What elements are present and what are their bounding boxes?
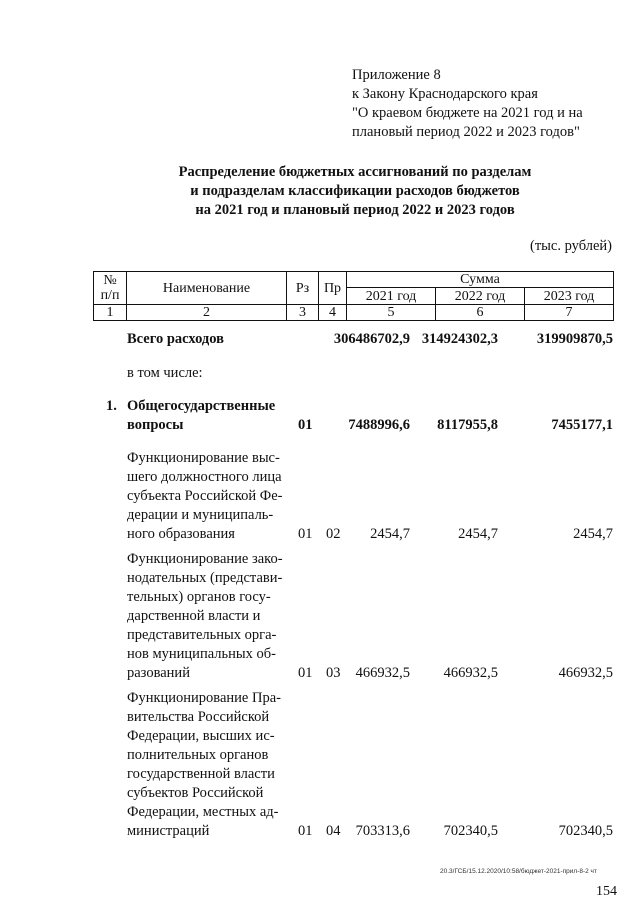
row-rz: 01 (298, 526, 313, 542)
appendix-line: "О краевом бюджете на 2021 год и на (352, 105, 583, 121)
header-name: Наименование (127, 272, 287, 305)
row-pr: 04 (326, 823, 341, 839)
units-label: (тыс. рублей) (530, 238, 612, 254)
appendix-line: к Закону Краснодарского края (352, 86, 538, 102)
value-2023: 7455177,1 (551, 417, 613, 433)
value-2022: 2454,7 (458, 526, 498, 542)
colnum: 4 (319, 305, 347, 321)
colnum: 1 (94, 305, 127, 321)
row-rz: 01 (298, 823, 313, 839)
value-2022: 466932,5 (443, 665, 498, 681)
colnum: 5 (347, 305, 436, 321)
row-number: 1. (106, 398, 117, 414)
value-2023: 466932,5 (558, 665, 613, 681)
colnum: 7 (525, 305, 614, 321)
value-2021: 7488996,6 (348, 417, 410, 433)
colnum: 2 (127, 305, 287, 321)
row-pr: 03 (326, 665, 341, 681)
appendix-line: плановый период 2022 и 2023 годов" (352, 124, 580, 140)
appendix-block (352, 66, 583, 142)
value-2021: 703313,6 (355, 823, 410, 839)
row-rz: 01 (298, 665, 313, 681)
row-name: Функционирование зако- нодательных (представи- тельных) органов госу- дарственной власти и представительных орга- нов муниципальных об- разований (127, 551, 283, 681)
header-sum: Сумма (347, 272, 614, 288)
row-name: Общегосударственные вопросы (127, 398, 276, 433)
table-header (93, 271, 614, 321)
row-pr: 02 (326, 526, 341, 542)
row-rz: 01 (298, 417, 313, 433)
value-2021: 466932,5 (355, 665, 410, 681)
row-name: Функционирование Пра- вительства Российской Федерации, высших ис- полнительных органов государственной власти субъектов Российской Федерации, местных ад- министраций (127, 690, 281, 839)
title-line: Распределение бюджетных ассигнований по разделам (178, 164, 532, 180)
value-2022: 314924302,3 (421, 331, 498, 347)
including-label: в том числе: (127, 365, 203, 381)
header-pr: Пр (319, 272, 347, 305)
colnum: 6 (436, 305, 525, 321)
value-2023: 702340,5 (558, 823, 613, 839)
value-2021: 2454,7 (370, 526, 410, 542)
document-title (150, 163, 560, 220)
footer-doc-code: 20.3/ГСБ/15.12.2020/10:58/бюджет-2021-прил-8-2 чт (440, 868, 597, 875)
value-2021: 306486702,9 (333, 331, 410, 347)
colnum: 3 (287, 305, 319, 321)
header-no: № п/п (94, 272, 127, 305)
header-year-2021: 2021 год (347, 288, 436, 305)
value-2023: 319909870,5 (536, 331, 613, 347)
value-2022: 8117955,8 (437, 417, 498, 433)
header-year-2023: 2023 год (525, 288, 614, 305)
row-name: Всего расходов (127, 331, 224, 347)
row-name: Функционирование выс- шего должностного лица субъекта Российской Фе- дерации и муниципаль- ного образования (127, 450, 283, 542)
title-line: на 2021 год и плановый период 2022 и 2023 годов (195, 202, 515, 218)
value-2022: 702340,5 (443, 823, 498, 839)
header-rz: Рз (287, 272, 319, 305)
appendix-line: Приложение 8 (352, 67, 441, 83)
header-year-2022: 2022 год (436, 288, 525, 305)
page-number: 154 (596, 884, 617, 899)
title-line: и подразделам классификации расходов бюджетов (190, 183, 520, 199)
value-2023: 2454,7 (573, 526, 613, 542)
